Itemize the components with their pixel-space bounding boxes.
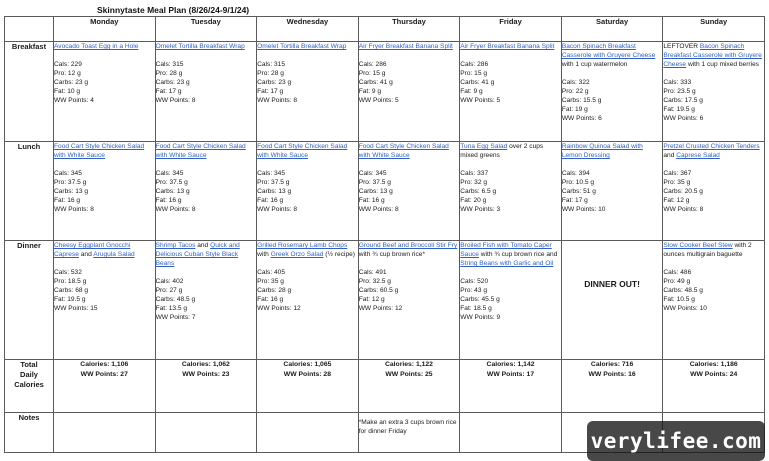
total-calories: Calories: 1,142: [486, 361, 535, 368]
recipe-link[interactable]: Air Fryer Breakfast Banana Split: [358, 43, 453, 50]
nutrition-line: Carbs: 51 g: [561, 188, 596, 196]
meal-note-text: with 1 cup mixed berries: [686, 61, 760, 69]
nutrition-line: Cals: 286: [460, 61, 489, 69]
page-title: Skinnytaste Meal Plan (8/26/24-9/1/24): [97, 5, 250, 15]
nutrition-line: WW Points: 8: [155, 206, 196, 214]
recipe-link[interactable]: Greek Orzo Salad: [270, 251, 324, 259]
spacer: [562, 160, 663, 169]
nutrition-line: Pro: 15 g: [358, 70, 386, 78]
nutrition-line: Pro: 37.5 g: [358, 179, 391, 187]
nutrition-line: WW Points: 7: [155, 314, 196, 322]
nutrition-line: Carbs: 13 g: [358, 188, 393, 196]
row-label-totals: [5, 360, 54, 413]
nutrition-line: WW Points: 8: [257, 97, 298, 105]
nutrition-line: Pro: 32.5 g: [358, 278, 391, 286]
meal-note-text: with 2 ounces multigrain baguette: [663, 242, 752, 259]
day-header-friday: Friday: [460, 17, 562, 42]
spacer: [663, 259, 764, 268]
meal-description: [663, 42, 764, 69]
total-cell-thursday: [358, 360, 460, 413]
nutrition-line: Cals: 486: [663, 269, 692, 277]
nutrition-line: Cals: 491: [358, 269, 387, 277]
meal-cell: [54, 241, 156, 360]
nutrition-line: WW Points: 12: [257, 305, 301, 313]
meal-description: [156, 142, 257, 160]
nutrition-line: Pro: 32 g: [460, 179, 488, 187]
lunch-row: [5, 142, 765, 241]
breakfast-row: [5, 42, 765, 142]
recipe-link[interactable]: Ground Beef and Broccoli Stir Fry: [358, 242, 458, 249]
nutrition-line: Carbs: 68 g: [54, 287, 89, 295]
row-label-total: Total: [20, 360, 38, 369]
nutrition-line: WW Points: 4: [54, 97, 94, 105]
total-cell-saturday: [561, 360, 663, 413]
nutrition-line: Fat: 19 g: [561, 106, 588, 114]
total-cell-wednesday: [257, 360, 359, 413]
day-header-monday: Monday: [54, 17, 156, 42]
nutrition-line: Pro: 37.5 g: [54, 179, 87, 187]
meal-description: [359, 42, 460, 51]
recipe-link[interactable]: Shrimp Tacos: [155, 242, 196, 249]
meal-note-text: with ¾ cup brown rice and: [478, 251, 558, 259]
nutrition-line: Carbs: 48.5 g: [663, 287, 703, 295]
nutrition-line: Pro: 43 g: [460, 287, 488, 295]
nutrition-line: Fat: 17 g: [155, 88, 182, 96]
total-cell-sunday: [663, 360, 765, 413]
spacer: [54, 51, 155, 60]
nutrition-line: Fat: 19.5 g: [54, 296, 86, 304]
meal-description: [562, 42, 663, 69]
nutrition-line: Fat: 12 g: [663, 197, 690, 205]
meal-description: [54, 42, 155, 51]
meal-description: [359, 241, 460, 259]
nutrition-line: Carbs: 13 g: [155, 188, 190, 196]
meal-note-text: with 1 cup watermelon: [561, 61, 628, 69]
meal-description: [257, 142, 358, 160]
nutrition-line: Carbs: 6.5 g: [460, 188, 497, 196]
total-points: WW Points: 16: [588, 370, 636, 378]
row-label-calories: Calories: [14, 380, 44, 390]
meal-note-text: and: [78, 251, 94, 259]
recipe-link[interactable]: Rainbow Quinoa Salad with Lemon Dressing: [561, 143, 643, 160]
meal-cell: [257, 42, 359, 142]
header-row: [5, 17, 765, 42]
nutrition-line: Fat: 16 g: [257, 197, 284, 205]
nutrition-line: Carbs: 45.5 g: [460, 296, 500, 304]
meal-note-text: and: [663, 152, 677, 160]
nutrition-line: WW Points: 6: [663, 115, 704, 123]
recipe-link[interactable]: Grilled Rosemary Lamb Chops: [257, 242, 348, 249]
recipe-link[interactable]: Pretzel Crusted Chicken Tenders: [663, 143, 760, 150]
spacer: [54, 259, 155, 268]
total-points: WW Points: 23: [182, 370, 230, 378]
nutrition-line: WW Points: 5: [358, 97, 399, 105]
meal-cell: [460, 42, 562, 142]
total-points: WW Points: 27: [80, 370, 128, 378]
spacer: [562, 69, 663, 78]
nutrition-line: Fat: 10 g: [54, 88, 81, 96]
recipe-link[interactable]: String Beans with Garlic and Oil: [460, 260, 554, 268]
spacer: [156, 268, 257, 277]
total-calories: Calories: 1,186: [689, 361, 738, 368]
meal-cell: [257, 142, 359, 241]
totals-row: [5, 360, 765, 413]
day-header-saturday: Saturday: [561, 17, 663, 42]
nutrition-line: Carbs: 23 g: [155, 79, 190, 87]
recipe-link[interactable]: Omelet Tortilla Breakfast Wrap: [155, 43, 245, 50]
meal-description: [663, 241, 764, 259]
total-cell-tuesday: [155, 360, 257, 413]
day-header-wednesday: Wednesday: [257, 17, 359, 42]
row-label-notes: Notes: [5, 413, 54, 453]
nutrition-line: Cals: 315: [155, 61, 184, 69]
recipe-link[interactable]: Tuna Egg Salad: [460, 143, 508, 150]
meal-cell: [663, 42, 765, 142]
nutrition-line: Cals: 286: [358, 61, 387, 69]
total-points: WW Points: 24: [690, 370, 738, 378]
nutrition-line: Carbs: 23 g: [54, 79, 89, 87]
nutrition-line: WW Points: 12: [358, 305, 403, 313]
meal-note-text: with: [257, 251, 271, 259]
nutrition-line: WW Points: 8: [257, 206, 298, 214]
row-label-daily: Daily: [20, 370, 38, 380]
day-header-sunday: Sunday: [663, 17, 765, 42]
spacer: [460, 160, 561, 169]
nutrition-line: Fat: 16 g: [155, 197, 182, 205]
meal-note-text: with ¾ cup brown rice*: [358, 251, 426, 259]
nutrition-line: Cals: 532: [54, 269, 82, 277]
spacer: [460, 51, 561, 60]
nutrition-line: Carbs: 41 g: [358, 79, 393, 87]
meal-cell: [460, 142, 562, 241]
total-cell-monday: [54, 360, 156, 413]
nutrition-line: Fat: 9 g: [460, 88, 483, 96]
nutrition-line: Fat: 20 g: [460, 197, 487, 205]
nutrition-line: Pro: 35 g: [257, 278, 284, 286]
dinner-row: [5, 241, 765, 360]
nutrition-line: WW Points: 10: [663, 305, 707, 313]
nutrition-line: Pro: 28 g: [155, 70, 183, 78]
meal-cell: [561, 241, 663, 360]
nutrition-line: Fat: 16 g: [257, 296, 284, 304]
nutrition-line: Fat: 12 g: [358, 296, 385, 304]
corner-cell: [5, 17, 54, 42]
spacer: [359, 259, 460, 268]
recipe-link[interactable]: Air Fryer Breakfast Banana Split: [460, 43, 555, 50]
meal-plan-table: [4, 16, 765, 453]
row-label-breakfast: Breakfast: [5, 42, 54, 142]
nutrition-line: Pro: 22 g: [561, 88, 589, 96]
spacer: [460, 268, 561, 277]
meal-note-text: over 2 cups mixed greens: [460, 143, 544, 160]
nutrition-line: Carbs: 15.5 g: [561, 97, 602, 105]
nutrition-line: WW Points: 15: [54, 305, 98, 313]
nutrition-line: Carbs: 41 g: [460, 79, 495, 87]
recipe-link[interactable]: Food Cart Style Chicken Salad with White Sauce: [358, 143, 449, 160]
nutrition-line: Cals: 345: [54, 170, 82, 178]
recipe-link[interactable]: Slow Cooker Beef Stew: [663, 242, 733, 249]
meal-cell: [663, 241, 765, 360]
nutrition-line: Fat: 17 g: [561, 197, 588, 205]
nutrition-line: WW Points: 3: [460, 206, 501, 214]
nutrition-line: Cals: 402: [155, 278, 184, 286]
nutrition-line: Cals: 315: [257, 61, 285, 69]
nutrition-line: Carbs: 23 g: [257, 79, 292, 87]
nutrition-line: WW Points: 9: [460, 314, 501, 322]
meal-description: [54, 241, 155, 259]
day-header-tuesday: Tuesday: [155, 17, 257, 42]
nutrition-line: Carbs: 13 g: [257, 188, 292, 196]
meal-description: [359, 142, 460, 160]
nutrition-line: Pro: 27 g: [155, 287, 183, 295]
meal-description: [460, 241, 561, 268]
meal-description: [257, 42, 358, 51]
spacer: [156, 160, 257, 169]
total-calories: Calories: 1,065: [283, 361, 332, 368]
spacer: [257, 259, 358, 268]
total-cell-friday: [460, 360, 562, 413]
meal-cell: [155, 241, 257, 360]
recipe-link[interactable]: Food Cart Style Chicken Salad with White Sauce: [54, 143, 145, 160]
total-calories: Calories: 1,106: [80, 361, 129, 368]
nutrition-line: WW Points: 5: [460, 97, 501, 105]
total-points: WW Points: 25: [385, 370, 433, 378]
nutrition-line: Cals: 345: [358, 170, 387, 178]
row-label-dinner: Dinner: [5, 241, 54, 360]
spacer: [359, 51, 460, 60]
notes-cell-monday: [54, 413, 156, 453]
meal-note-text: (½ recipe): [323, 251, 355, 259]
meal-cell: [155, 142, 257, 241]
recipe-link[interactable]: Bacon Spinach Breakfast Casserole with Gruyere Cheese: [663, 43, 762, 69]
row-label-lunch: Lunch: [5, 142, 54, 241]
recipe-link[interactable]: Omelet Tortilla Breakfast Wrap: [257, 43, 347, 50]
nutrition-line: Cals: 345: [257, 170, 285, 178]
nutrition-line: Fat: 16 g: [358, 197, 385, 205]
nutrition-line: Pro: 15 g: [460, 70, 488, 78]
meal-cell: [358, 42, 460, 142]
nutrition-line: Cals: 520: [460, 278, 489, 286]
nutrition-line: Pro: 28 g: [257, 70, 284, 78]
spacer: [663, 160, 764, 169]
nutrition-line: Fat: 18.5 g: [460, 305, 492, 313]
watermark-logo: verylifee.com: [587, 421, 765, 461]
meal-cell: [561, 42, 663, 142]
nutrition-line: Fat: 13.5 g: [155, 305, 188, 313]
recipe-link[interactable]: Bacon Spinach Breakfast Casserole with Gruyere Cheese: [561, 43, 656, 60]
notes-cell-friday: [460, 413, 562, 453]
nutrition-line: Fat: 17 g: [257, 88, 284, 96]
meal-cell: [358, 142, 460, 241]
meal-description: [156, 241, 257, 268]
recipe-link[interactable]: Arugula Salad: [93, 251, 135, 259]
total-calories: Calories: 1,122: [384, 361, 433, 368]
nutrition-line: WW Points: 6: [561, 115, 602, 123]
meal-description: [460, 42, 561, 51]
meal-description: [257, 241, 358, 259]
recipe-link[interactable]: Food Cart Style Chicken Salad with White Sauce: [155, 143, 246, 160]
meal-description: [460, 142, 561, 160]
recipe-link[interactable]: Cheesy Eggplant Gnocchi Caprese: [54, 242, 131, 259]
meal-cell: [460, 241, 562, 360]
nutrition-line: Fat: 19.5 g: [663, 106, 695, 114]
nutrition-line: Cals: 394: [561, 170, 590, 178]
nutrition-line: Fat: 9 g: [358, 88, 382, 96]
recipe-link[interactable]: Food Cart Style Chicken Salad with White Sauce: [257, 143, 348, 160]
nutrition-line: Fat: 10.5 g: [663, 296, 695, 304]
nutrition-line: Cals: 229: [54, 61, 82, 69]
nutrition-line: Pro: 37.5 g: [257, 179, 290, 187]
meal-cell: [663, 142, 765, 241]
nutrition-line: Carbs: 20.5 g: [663, 188, 703, 196]
dinner-out-label: DINNER OUT!: [584, 279, 640, 289]
nutrition-line: WW Points: 8: [358, 206, 399, 214]
spacer: [54, 160, 155, 169]
spacer: [156, 51, 257, 60]
total-calories: Calories: 716: [590, 361, 634, 368]
total-points: WW Points: 28: [283, 370, 331, 378]
meal-cell: [561, 142, 663, 241]
nutrition-line: Carbs: 48.5 g: [155, 296, 196, 304]
meal-cell: [54, 42, 156, 142]
meal-description: [562, 142, 663, 160]
meal-cell: [155, 42, 257, 142]
nutrition-line: Cals: 345: [155, 170, 184, 178]
nutrition-line: Carbs: 60.5 g: [358, 287, 399, 295]
meal-cell: [358, 241, 460, 360]
spacer: [257, 160, 358, 169]
meal-description: [54, 142, 155, 160]
nutrition-line: Cals: 322: [561, 79, 590, 87]
nutrition-line: Cals: 333: [663, 79, 692, 87]
meal-cell: [257, 241, 359, 360]
recipe-link[interactable]: Quick and Delicious Cuban Style Black Beans: [155, 242, 240, 268]
nutrition-line: Pro: 18.5 g: [54, 278, 87, 286]
nutrition-line: Pro: 49 g: [663, 278, 691, 286]
recipe-link[interactable]: Avocado Toast Egg in a Hole: [54, 43, 139, 50]
spacer: [663, 69, 764, 78]
nutrition-line: Fat: 16 g: [54, 197, 81, 205]
total-points: WW Points: 17: [486, 370, 535, 378]
nutrition-line: WW Points: 8: [54, 206, 94, 214]
total-calories: Calories: 1,062: [181, 361, 230, 368]
meal-description: [156, 42, 257, 51]
spacer: [257, 51, 358, 60]
nutrition-line: Cals: 367: [663, 170, 692, 178]
meal-description: [663, 142, 764, 160]
notes-cell-thursday: *Make an extra 3 cups brown rice for dinner Friday: [358, 413, 460, 453]
notes-cell-tuesday: [155, 413, 257, 453]
nutrition-line: WW Points: 10: [561, 206, 606, 214]
meal-cell: [54, 142, 156, 241]
day-header-thursday: Thursday: [358, 17, 460, 42]
recipe-link[interactable]: Caprese Salad: [676, 152, 720, 160]
nutrition-line: Pro: 12 g: [54, 70, 81, 78]
nutrition-line: WW Points: 8: [155, 97, 196, 105]
nutrition-line: Carbs: 17.5 g: [663, 97, 703, 105]
nutrition-line: WW Points: 8: [663, 206, 704, 214]
nutrition-line: Pro: 37.5 g: [155, 179, 188, 187]
notes-cell-wednesday: [257, 413, 359, 453]
nutrition-line: Cals: 337: [460, 170, 489, 178]
meal-note-text: LEFTOVER: [663, 43, 700, 50]
nutrition-line: Carbs: 28 g: [257, 287, 292, 295]
nutrition-line: Pro: 10.5 g: [561, 179, 595, 187]
nutrition-line: Cals: 405: [257, 269, 285, 277]
nutrition-line: Pro: 23.5 g: [663, 88, 696, 96]
meal-note-text: and: [195, 242, 211, 249]
nutrition-line: Carbs: 13 g: [54, 188, 89, 196]
recipe-link[interactable]: Broiled Fish with Tomato Caper Sauce: [460, 242, 552, 259]
spacer: [359, 160, 460, 169]
nutrition-line: Pro: 35 g: [663, 179, 691, 187]
